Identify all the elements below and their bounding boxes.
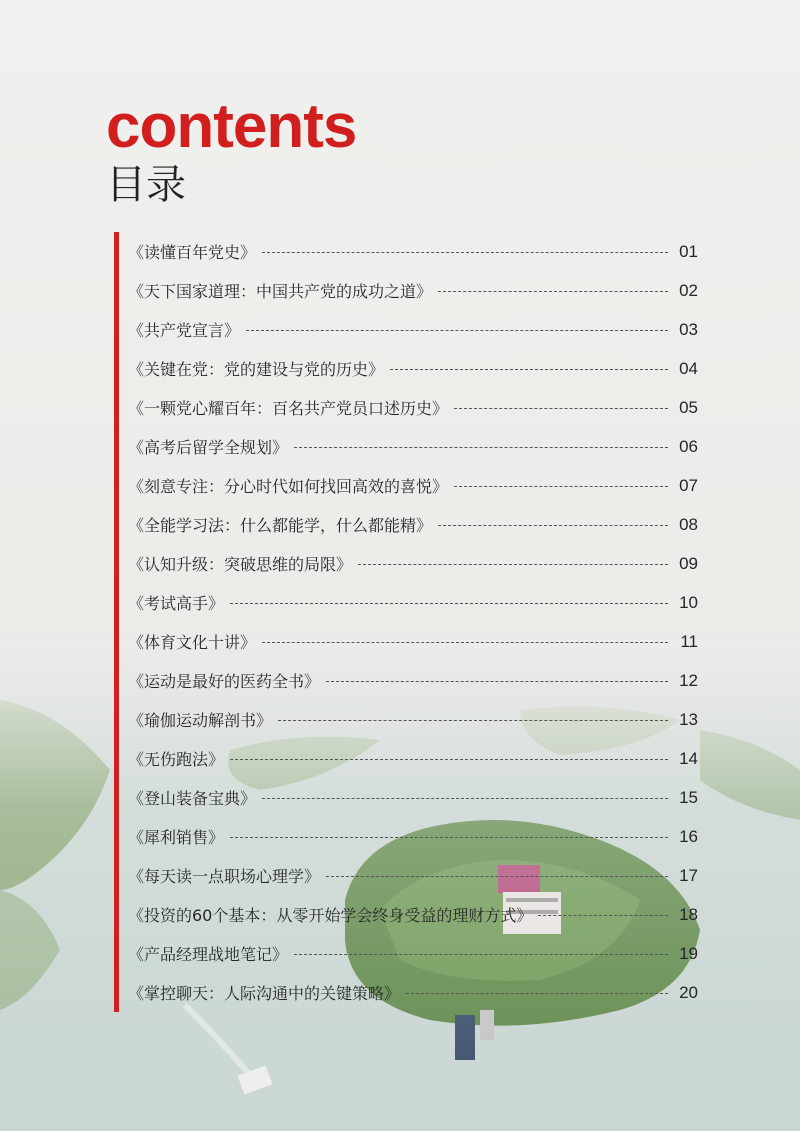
toc-entry[interactable] <box>128 271 698 310</box>
accent-bar <box>114 232 119 1012</box>
toc-page-number: 02 <box>679 280 698 300</box>
toc-entry[interactable] <box>128 388 698 427</box>
dot-leader <box>390 369 668 370</box>
toc-entry-title: 《认知升级：突破思维的局限》 <box>128 555 353 574</box>
toc-entry-title: 《共产党宣言》 <box>128 321 241 340</box>
dot-leader <box>230 759 668 760</box>
toc-entry[interactable] <box>128 934 698 973</box>
toc-entry-title: 《运动是最好的医药全书》 <box>128 672 321 691</box>
toc-entry[interactable] <box>128 622 698 661</box>
toc-entry[interactable] <box>128 505 698 544</box>
dot-leader <box>454 408 668 409</box>
toc-page-number: 17 <box>679 865 698 885</box>
toc-entry-title: 《投资的60个基本：从零开始学会终身受益的理财方式》 <box>128 906 533 925</box>
toc-entry[interactable] <box>128 856 698 895</box>
toc-entry-title: 《掌控聊天：人际沟通中的关键策略》 <box>128 984 401 1003</box>
toc-page-number: 13 <box>679 709 698 729</box>
toc-page-number: 04 <box>679 358 698 378</box>
dot-leader <box>358 564 668 565</box>
dot-leader <box>230 837 668 838</box>
dot-leader <box>230 603 668 604</box>
toc-entry[interactable] <box>128 661 698 700</box>
dot-leader <box>326 681 668 682</box>
dot-leader <box>246 330 668 331</box>
toc-entry[interactable] <box>128 817 698 856</box>
toc-entry[interactable] <box>128 427 698 466</box>
toc-page-number: 07 <box>679 475 698 495</box>
toc-page-number: 08 <box>679 514 698 534</box>
dot-leader <box>294 954 668 955</box>
dot-leader <box>262 642 668 643</box>
table-of-contents <box>128 232 698 1012</box>
toc-page-number: 12 <box>679 670 698 690</box>
toc-entry[interactable] <box>128 583 698 622</box>
toc-page-number: 06 <box>679 436 698 456</box>
dot-leader <box>406 993 668 994</box>
toc-entry[interactable] <box>128 973 698 1012</box>
toc-entry-title: 《刻意专注：分心时代如何找回高效的喜悦》 <box>128 477 449 496</box>
toc-page-number: 20 <box>679 982 698 1002</box>
toc-page-number: 09 <box>679 553 698 573</box>
toc-page-number: 10 <box>679 592 698 612</box>
toc-entry-title: 《体育文化十讲》 <box>128 633 257 652</box>
toc-entry-title: 《无伤跑法》 <box>128 750 225 769</box>
dot-leader <box>278 720 668 721</box>
toc-entry-title: 《全能学习法：什么都能学，什么都能精》 <box>128 516 433 535</box>
contents-title-chinese: 目录 <box>106 162 186 208</box>
toc-entry[interactable] <box>128 700 698 739</box>
toc-page-number: 19 <box>679 943 698 963</box>
toc-entry-title: 《产品经理战地笔记》 <box>128 945 289 964</box>
toc-entry-title: 《读懂百年党史》 <box>128 243 257 262</box>
toc-page-number: 03 <box>679 319 698 339</box>
contents-title: contents <box>106 92 357 161</box>
toc-entry-title: 《高考后留学全规划》 <box>128 438 289 457</box>
toc-entry-title: 《登山装备宝典》 <box>128 789 257 808</box>
toc-entry[interactable] <box>128 349 698 388</box>
toc-page-number: 18 <box>679 904 698 924</box>
dot-leader <box>438 525 668 526</box>
toc-entry-title: 《瑜伽运动解剖书》 <box>128 711 273 730</box>
toc-page-number: 11 <box>680 631 698 651</box>
toc-page-number: 01 <box>679 241 698 261</box>
dot-leader <box>538 915 668 916</box>
toc-entry-title: 《每天读一点职场心理学》 <box>128 867 321 886</box>
toc-entry-title: 《一颗党心耀百年：百名共产党员口述历史》 <box>128 399 449 418</box>
toc-entry-title: 《考试高手》 <box>128 594 225 613</box>
toc-page-number: 16 <box>679 826 698 846</box>
toc-page-number: 05 <box>679 397 698 417</box>
toc-entry[interactable] <box>128 232 698 271</box>
dot-leader <box>262 798 668 799</box>
dot-leader <box>294 447 668 448</box>
toc-entry[interactable] <box>128 895 698 934</box>
toc-entry[interactable] <box>128 544 698 583</box>
toc-entry-title: 《关键在党：党的建设与党的历史》 <box>128 360 385 379</box>
toc-page-number: 15 <box>679 787 698 807</box>
dot-leader <box>262 252 668 253</box>
toc-entry[interactable] <box>128 310 698 349</box>
dot-leader <box>454 486 668 487</box>
toc-page-number: 14 <box>679 748 698 768</box>
dot-leader <box>326 876 668 877</box>
toc-entry[interactable] <box>128 739 698 778</box>
toc-entry[interactable] <box>128 778 698 817</box>
toc-entry-title: 《犀利销售》 <box>128 828 225 847</box>
toc-entry[interactable] <box>128 466 698 505</box>
dot-leader <box>438 291 668 292</box>
toc-entry-title: 《天下国家道理：中国共产党的成功之道》 <box>128 282 433 301</box>
